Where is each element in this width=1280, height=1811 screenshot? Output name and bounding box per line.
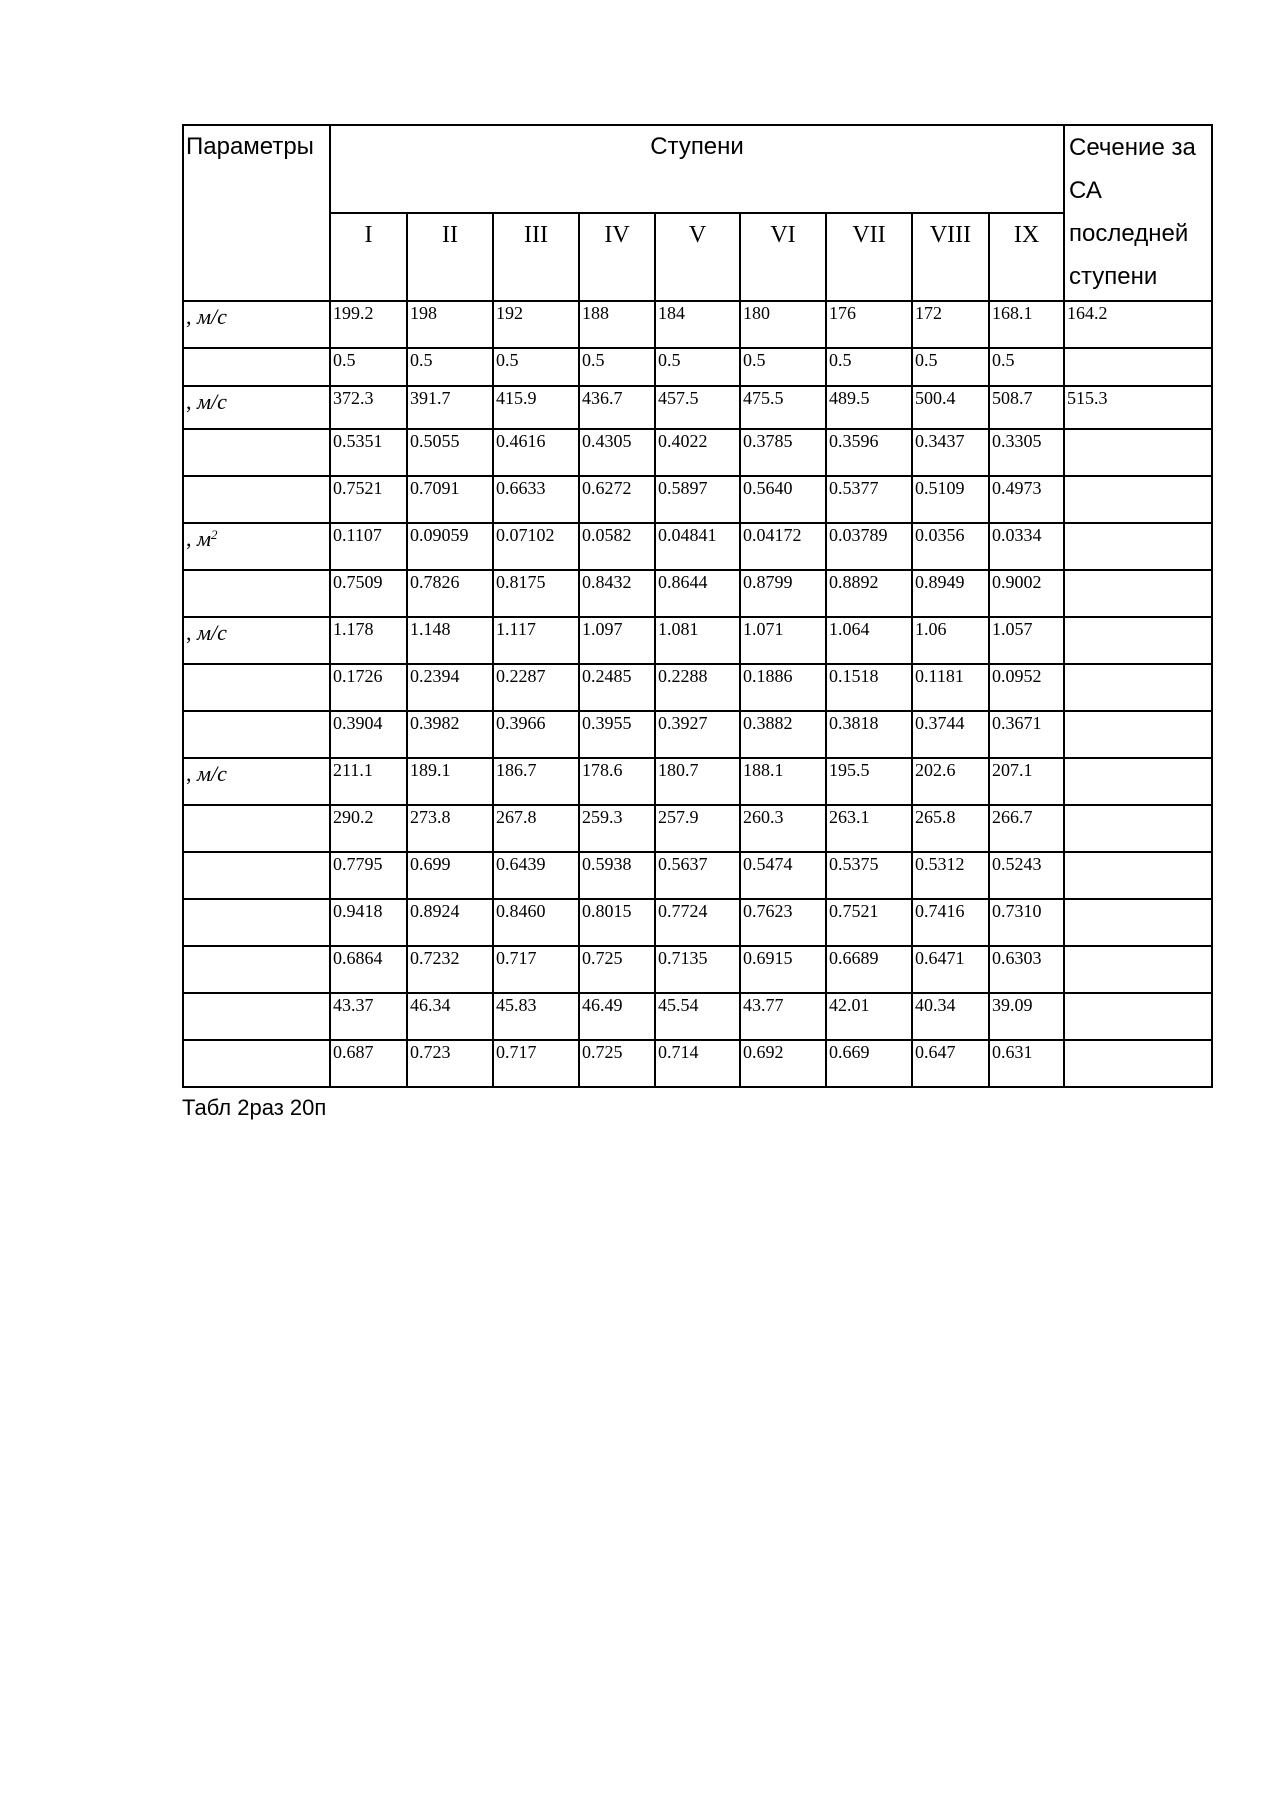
value-cell: 0.3744	[912, 711, 989, 758]
value-cell: 0.5938	[579, 852, 655, 899]
value-cell: 0.8015	[579, 899, 655, 946]
param-label-cell: , м/с	[183, 617, 330, 664]
table-row	[183, 852, 1212, 899]
value-cell: 0.699	[407, 852, 493, 899]
value-cell: 508.7	[989, 386, 1064, 429]
stage-parameters-table	[182, 124, 1213, 1088]
value-cell: 46.34	[407, 993, 493, 1040]
value-cell: 1.148	[407, 617, 493, 664]
value-cell: 0.5377	[826, 476, 912, 523]
table-row	[183, 386, 1212, 429]
value-cell: 0.8924	[407, 899, 493, 946]
value-cell: 184	[655, 301, 740, 348]
value-cell: 0.5897	[655, 476, 740, 523]
section-value-cell	[1064, 570, 1212, 617]
value-cell: 0.5243	[989, 852, 1064, 899]
value-cell: 0.631	[989, 1040, 1064, 1087]
value-cell: 266.7	[989, 805, 1064, 852]
value-cell: 257.9	[655, 805, 740, 852]
value-cell: 0.1726	[330, 664, 407, 711]
section-value-cell	[1064, 899, 1212, 946]
header-row-1	[183, 125, 1212, 213]
value-cell: 0.3882	[740, 711, 826, 758]
param-label-cell: , м/с	[183, 301, 330, 348]
value-cell: 0.5351	[330, 429, 407, 476]
value-cell: 198	[407, 301, 493, 348]
value-cell: 267.8	[493, 805, 579, 852]
value-cell: 391.7	[407, 386, 493, 429]
value-cell: 0.725	[579, 946, 655, 993]
value-cell: 172	[912, 301, 989, 348]
value-cell: 265.8	[912, 805, 989, 852]
value-cell: 372.3	[330, 386, 407, 429]
section-value-cell	[1064, 805, 1212, 852]
value-cell: 0.1518	[826, 664, 912, 711]
param-label-cell	[183, 664, 330, 711]
value-cell: 0.0952	[989, 664, 1064, 711]
param-label-cell	[183, 476, 330, 523]
section-value-cell	[1064, 1040, 1212, 1087]
value-cell: 168.1	[989, 301, 1064, 348]
stage-header: IV	[579, 213, 655, 301]
value-cell: 45.54	[655, 993, 740, 1040]
value-cell: 0.5	[912, 348, 989, 386]
value-cell: 0.2287	[493, 664, 579, 711]
value-cell: 1.097	[579, 617, 655, 664]
value-cell: 0.3982	[407, 711, 493, 758]
param-label-cell	[183, 711, 330, 758]
value-cell: 0.1886	[740, 664, 826, 711]
section-value-cell	[1064, 429, 1212, 476]
value-cell: 0.5474	[740, 852, 826, 899]
stage-header: III	[493, 213, 579, 301]
value-cell: 0.5109	[912, 476, 989, 523]
value-cell: 0.5375	[826, 852, 912, 899]
value-cell: 211.1	[330, 758, 407, 805]
value-cell: 0.8460	[493, 899, 579, 946]
value-cell: 0.6689	[826, 946, 912, 993]
section-value-cell	[1064, 476, 1212, 523]
value-cell: 0.7310	[989, 899, 1064, 946]
param-label-cell	[183, 946, 330, 993]
value-cell: 0.3305	[989, 429, 1064, 476]
value-cell: 39.09	[989, 993, 1064, 1040]
stage-header: VII	[826, 213, 912, 301]
table-row	[183, 1040, 1212, 1087]
value-cell: 189.1	[407, 758, 493, 805]
value-cell: 0.5	[740, 348, 826, 386]
value-cell: 0.3966	[493, 711, 579, 758]
value-cell: 0.5	[655, 348, 740, 386]
value-cell: 0.687	[330, 1040, 407, 1087]
value-cell: 0.5312	[912, 852, 989, 899]
value-cell: 192	[493, 301, 579, 348]
value-cell: 0.6439	[493, 852, 579, 899]
value-cell: 0.4022	[655, 429, 740, 476]
value-cell: 45.83	[493, 993, 579, 1040]
value-cell: 0.0334	[989, 523, 1064, 570]
value-cell: 273.8	[407, 805, 493, 852]
value-cell: 43.77	[740, 993, 826, 1040]
value-cell: 0.3927	[655, 711, 740, 758]
value-cell: 0.7623	[740, 899, 826, 946]
value-cell: 0.7135	[655, 946, 740, 993]
value-cell: 263.1	[826, 805, 912, 852]
value-cell: 0.9002	[989, 570, 1064, 617]
value-cell: 0.3818	[826, 711, 912, 758]
value-cell: 42.01	[826, 993, 912, 1040]
value-cell: 1.178	[330, 617, 407, 664]
value-cell: 259.3	[579, 805, 655, 852]
value-cell: 0.1181	[912, 664, 989, 711]
value-cell: 1.06	[912, 617, 989, 664]
value-cell: 188.1	[740, 758, 826, 805]
table-row	[183, 429, 1212, 476]
value-cell: 0.9418	[330, 899, 407, 946]
value-cell: 0.5055	[407, 429, 493, 476]
value-cell: 178.6	[579, 758, 655, 805]
table-row	[183, 711, 1212, 758]
section-value-cell: 515.3	[1064, 386, 1212, 429]
table-row	[183, 993, 1212, 1040]
value-cell: 43.37	[330, 993, 407, 1040]
param-label-cell	[183, 570, 330, 617]
value-cell: 0.6272	[579, 476, 655, 523]
param-label-cell	[183, 899, 330, 946]
value-cell: 0.4616	[493, 429, 579, 476]
value-cell: 195.5	[826, 758, 912, 805]
stage-header: V	[655, 213, 740, 301]
value-cell: 0.5	[826, 348, 912, 386]
value-cell: 0.5	[407, 348, 493, 386]
value-cell: 207.1	[989, 758, 1064, 805]
value-cell: 46.49	[579, 993, 655, 1040]
value-cell: 1.071	[740, 617, 826, 664]
header-row-2	[183, 213, 1212, 301]
stage-header: IX	[989, 213, 1064, 301]
value-cell: 0.7826	[407, 570, 493, 617]
table-row	[183, 617, 1212, 664]
value-cell: 0.6303	[989, 946, 1064, 993]
value-cell: 176	[826, 301, 912, 348]
param-label-cell: , $м^2$	[183, 523, 330, 570]
param-label-cell	[183, 852, 330, 899]
value-cell: 199.2	[330, 301, 407, 348]
param-label-cell: , м/с	[183, 386, 330, 429]
table-row	[183, 348, 1212, 386]
param-label-cell	[183, 805, 330, 852]
value-cell: 1.081	[655, 617, 740, 664]
table-row	[183, 946, 1212, 993]
value-cell: 0.7724	[655, 899, 740, 946]
value-cell: 180	[740, 301, 826, 348]
section-value-cell	[1064, 946, 1212, 993]
section-value-cell	[1064, 617, 1212, 664]
value-cell: 0.6864	[330, 946, 407, 993]
value-cell: 0.4973	[989, 476, 1064, 523]
value-cell: 0.5	[493, 348, 579, 386]
table-row	[183, 476, 1212, 523]
value-cell: 0.8432	[579, 570, 655, 617]
value-cell: 1.117	[493, 617, 579, 664]
value-cell: 0.0582	[579, 523, 655, 570]
param-label-cell	[183, 993, 330, 1040]
section-value-cell	[1064, 523, 1212, 570]
section-value-cell	[1064, 852, 1212, 899]
value-cell: 0.7509	[330, 570, 407, 617]
value-cell: 0.6633	[493, 476, 579, 523]
value-cell: 0.4305	[579, 429, 655, 476]
value-cell: 0.2485	[579, 664, 655, 711]
value-cell: 0.04841	[655, 523, 740, 570]
value-cell: 0.5	[330, 348, 407, 386]
value-cell: 0.8892	[826, 570, 912, 617]
value-cell: 0.7091	[407, 476, 493, 523]
section-value-cell	[1064, 664, 1212, 711]
value-cell: 260.3	[740, 805, 826, 852]
value-cell: 436.7	[579, 386, 655, 429]
value-cell: 0.2394	[407, 664, 493, 711]
value-cell: 0.8799	[740, 570, 826, 617]
value-cell: 475.5	[740, 386, 826, 429]
value-cell: 290.2	[330, 805, 407, 852]
value-cell: 0.669	[826, 1040, 912, 1087]
value-cell: 415.9	[493, 386, 579, 429]
value-cell: 0.8949	[912, 570, 989, 617]
value-cell: 0.09059	[407, 523, 493, 570]
steps-header: Ступени	[330, 125, 1064, 213]
param-label-cell	[183, 1040, 330, 1087]
value-cell: 457.5	[655, 386, 740, 429]
value-cell: 0.6471	[912, 946, 989, 993]
value-cell: 0.2288	[655, 664, 740, 711]
value-cell: 1.057	[989, 617, 1064, 664]
table-row	[183, 301, 1212, 348]
value-cell: 0.714	[655, 1040, 740, 1087]
value-cell: 0.3785	[740, 429, 826, 476]
stage-header: VI	[740, 213, 826, 301]
value-cell: 0.5640	[740, 476, 826, 523]
stage-header: I	[330, 213, 407, 301]
table-row	[183, 523, 1212, 570]
table-row	[183, 758, 1212, 805]
section-value-cell	[1064, 758, 1212, 805]
stage-header: II	[407, 213, 493, 301]
value-cell: 202.6	[912, 758, 989, 805]
table-row	[183, 570, 1212, 617]
value-cell: 188	[579, 301, 655, 348]
value-cell: 0.3904	[330, 711, 407, 758]
value-cell: 0.723	[407, 1040, 493, 1087]
value-cell: 0.7521	[826, 899, 912, 946]
value-cell: 180.7	[655, 758, 740, 805]
value-cell: 0.7521	[330, 476, 407, 523]
value-cell: 0.04172	[740, 523, 826, 570]
section-header: Сечение за СА последней ступени	[1064, 125, 1212, 301]
value-cell: 0.6915	[740, 946, 826, 993]
value-cell: 186.7	[493, 758, 579, 805]
table-caption: Табл 2раз 20п	[182, 1095, 327, 1120]
table-row	[183, 664, 1212, 711]
value-cell: 0.717	[493, 1040, 579, 1087]
stage-header: VIII	[912, 213, 989, 301]
table-row	[183, 899, 1212, 946]
value-cell: 0.725	[579, 1040, 655, 1087]
value-cell: 0.3955	[579, 711, 655, 758]
value-cell: 0.3596	[826, 429, 912, 476]
value-cell: 0.717	[493, 946, 579, 993]
value-cell: 40.34	[912, 993, 989, 1040]
value-cell: 0.8175	[493, 570, 579, 617]
value-cell: 0.7232	[407, 946, 493, 993]
section-value-cell: 164.2	[1064, 301, 1212, 348]
value-cell: 489.5	[826, 386, 912, 429]
value-cell: 0.647	[912, 1040, 989, 1087]
value-cell: 0.5	[989, 348, 1064, 386]
value-cell: 0.7416	[912, 899, 989, 946]
param-label-cell	[183, 429, 330, 476]
value-cell: 0.0356	[912, 523, 989, 570]
value-cell: 0.3437	[912, 429, 989, 476]
section-value-cell	[1064, 993, 1212, 1040]
params-header: Параметры	[183, 125, 330, 301]
value-cell: 0.3671	[989, 711, 1064, 758]
value-cell: 0.07102	[493, 523, 579, 570]
value-cell: 0.7795	[330, 852, 407, 899]
value-cell: 1.064	[826, 617, 912, 664]
value-cell: 0.692	[740, 1040, 826, 1087]
value-cell: 0.5	[579, 348, 655, 386]
param-label-cell: , м/с	[183, 758, 330, 805]
value-cell: 500.4	[912, 386, 989, 429]
section-value-cell	[1064, 348, 1212, 386]
param-label-cell	[183, 348, 330, 386]
value-cell: 0.1107	[330, 523, 407, 570]
value-cell: 0.03789	[826, 523, 912, 570]
value-cell: 0.8644	[655, 570, 740, 617]
section-value-cell	[1064, 711, 1212, 758]
value-cell: 0.5637	[655, 852, 740, 899]
table-row	[183, 805, 1212, 852]
